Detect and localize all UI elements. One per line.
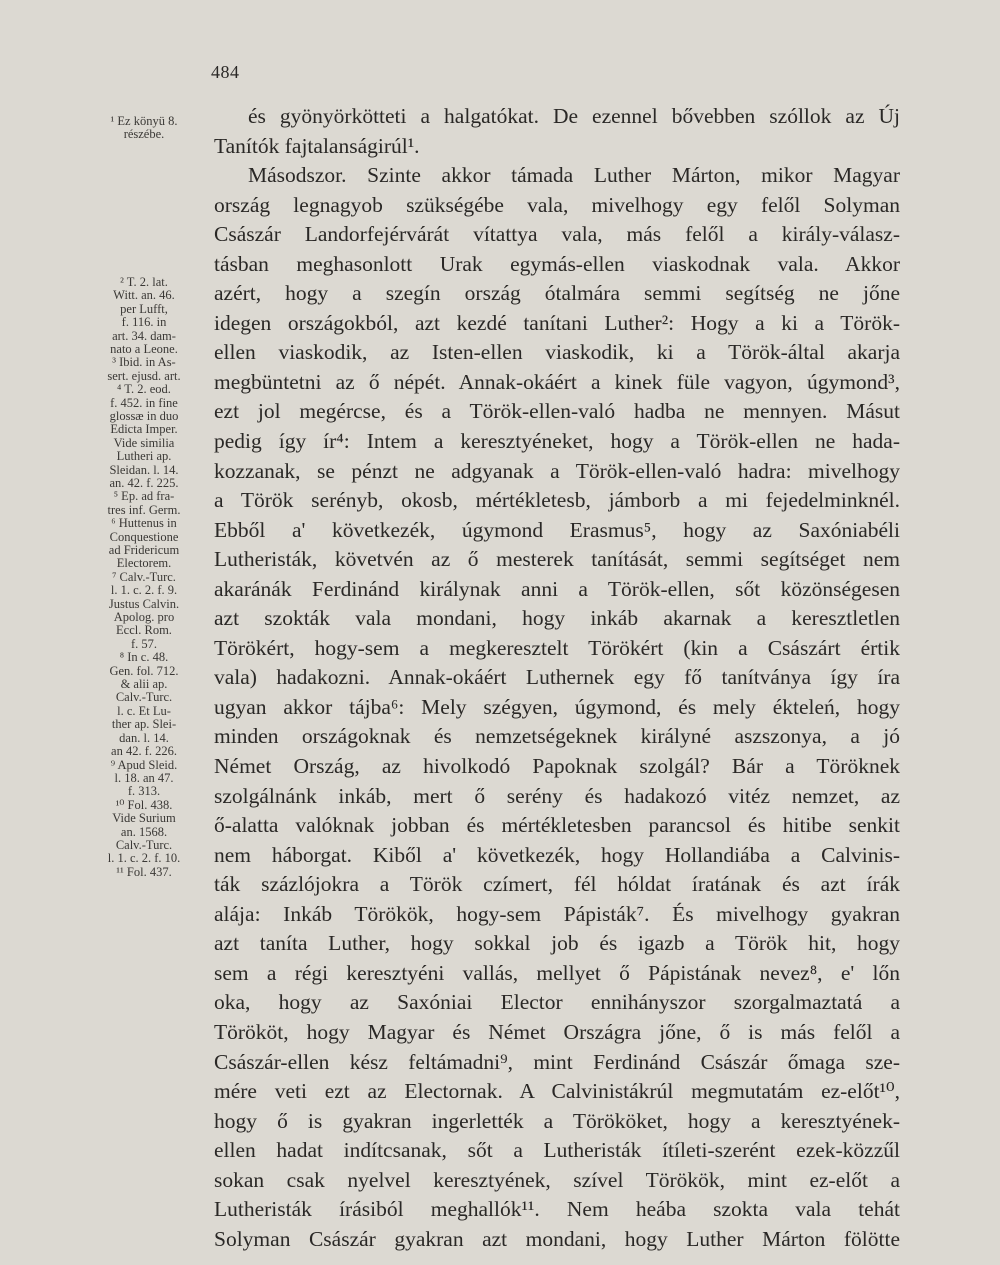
- margin-notes: [78, 115, 210, 879]
- margin-note-line: [78, 169, 210, 182]
- text-line: Törökért, hogy-sem a megkeresztelt Törökért (kin a Császárt értik: [214, 635, 900, 660]
- margin-note-line: l. 1. c. 2. f. 9.: [110, 583, 178, 598]
- text-line: azt taníta Luther, hogy sokkal job és igazb a Török hit, hogy: [214, 931, 900, 956]
- text-line: idegen országokból, azt kezdé tanítani Luther²: Hogy a ki a Török-: [214, 310, 900, 335]
- text-line: azt szokták vala mondani, hogy inkáb akarnak a keresztletlen: [214, 606, 900, 631]
- text-line: Német Ország, az hivolkodó Papoknak szolgál? Bár a Töröknek: [214, 754, 900, 779]
- margin-note-line: an. 1568.: [120, 824, 168, 839]
- text-line: és gyönyörkötteti a halgatókat. De ezennel bővebben szóllok az Új: [248, 104, 900, 128]
- margin-note-line: Edicta Imper.: [110, 422, 178, 437]
- text-line: Lutheristák, követvén az ő mesterek tanítását, semmi segítséget nem: [214, 547, 900, 572]
- text-line: ellen viaskodik, az Isten-ellen viaskodik, ki a Török-által akarja: [214, 340, 900, 365]
- page-number: 484: [211, 62, 240, 82]
- margin-note-line: Apolog. pro: [113, 610, 175, 625]
- margin-note-line: [78, 249, 210, 262]
- margin-note-line: tres inf. Germ.: [107, 502, 181, 517]
- text-line: Ebből a' következék, úgymond Erasmus⁵, hogy az Saxóniabéli: [214, 517, 900, 542]
- margin-note-line: részébe.: [123, 127, 165, 142]
- margin-note-line: ⁶ Huttenus in: [111, 516, 177, 531]
- margin-note-line: Calv.-Turc.: [115, 690, 173, 705]
- margin-note-line: [78, 155, 210, 168]
- margin-note-line: Conquestione: [109, 529, 179, 544]
- margin-note-line: f. 452. in fine: [110, 395, 178, 410]
- margin-note-line: [78, 182, 210, 195]
- text-line: a Török serényb, okosb, mértékletesb, jámborb a mi fejedelminknél.: [214, 488, 900, 513]
- text-line: tásban meghasonlott Urak egymás-ellen viaskodnak vala. Akkor: [214, 251, 900, 276]
- margin-note-line: f. 57.: [130, 636, 158, 651]
- text-line: ugyan akkor tájba⁶: Mely szégyen, úgymond, és mely ékteleń, hogy: [214, 694, 900, 719]
- text-line: Lutheristák írásiból meghallók¹¹. Nem heába szokta vala tehát: [214, 1197, 900, 1222]
- margin-note-line: ⁴ T. 2. eod.: [117, 382, 171, 397]
- margin-note-line: Electorem.: [116, 556, 172, 571]
- text-line: alája: Inkáb Törökök, hogy-sem Pápisták⁷. És mivelhogy gyakran: [214, 901, 900, 926]
- margin-note-line: Vide similia: [113, 435, 175, 450]
- margin-note-line: l. c. Et Lu-: [117, 703, 171, 718]
- text-line: Császár Landorfejérvárát vítattya vala, más felől a király-válasz-: [214, 222, 900, 247]
- text-line: mére veti ezt az Electornak. A Calvinistákrúl megmutatám ez-előt¹⁰,: [214, 1079, 900, 1104]
- margin-note-line: l. 18. an 47.: [114, 770, 174, 785]
- margin-note-line: [78, 195, 210, 208]
- text-line: Törököt, hogy Magyar és Német Országra jőne, ő is más felől a: [214, 1019, 900, 1044]
- margin-note-line: ⁸ In c. 48.: [119, 650, 169, 665]
- text-line: oka, hogy az Saxóniai Elector ennihányszor szorgalmaztatá a: [214, 990, 900, 1015]
- margin-note-line: l. 1. c. 2. f. 10.: [107, 851, 181, 866]
- text-line: Császár-ellen kész feltámadni⁹, mint Ferdinánd Császár őmaga sze-: [214, 1049, 900, 1074]
- margin-note-line: sert. ejusd. art.: [107, 368, 181, 383]
- margin-note-line: ⁹ Apud Sleid.: [110, 757, 178, 772]
- text-line: megbüntetni az ő népét. Annak-okáért a kinek füle vagyon, úgymond³,: [214, 369, 900, 394]
- margin-note-line: dan. l. 14.: [119, 730, 169, 745]
- margin-note-line: art. 34. dam-: [112, 328, 176, 343]
- margin-note-line: nato a Leone.: [110, 341, 178, 356]
- margin-note-line: ad Fridericum: [108, 543, 180, 557]
- text-line: minden országoknak és nemzetségeknek királyné aszszonya, a jó: [214, 724, 900, 749]
- text-line: vala) hadakozni. Annak-okáért Luthernek egy fő tanítványa így íra: [214, 665, 900, 690]
- text-line: ő-alatta valóknak jobban és mértékletesben parancsol és hitibe senkit: [214, 813, 900, 838]
- margin-note-line: & alii ap.: [120, 677, 168, 692]
- margin-note-line: ³ Ibid. in As-: [112, 355, 176, 370]
- text-line: sokan csak nyelvel keresztyének, szível Törökök, mint ez-előt a: [214, 1167, 900, 1192]
- text-line: azért, hogy a szegín ország ótalmára semmi segítség ne jőne: [214, 281, 900, 306]
- margin-note-line: ² T. 2. lat.: [120, 274, 168, 289]
- text-line: akaránák Ferdinánd királynak anni a Török-ellen, sőt közönségesen: [214, 576, 900, 601]
- text-line: ták százlójokra a Török czímert, fél hóldat íratának és azt írák: [214, 872, 900, 897]
- margin-note-line: [78, 236, 210, 249]
- text-line: hogy ő is gyakran ingerlették a Törököket, hogy a keresztyének-: [214, 1108, 900, 1133]
- text-line: kozzanak, se pénzt ne adgyanak a Török-ellen-való hadra: mivelhogy: [214, 458, 900, 483]
- margin-note-line: an 42. f. 226.: [111, 744, 177, 759]
- margin-note-line: [78, 209, 210, 222]
- margin-note-line: an. 42. f. 225.: [109, 475, 179, 490]
- margin-note-line: f. 116. in: [121, 315, 167, 330]
- text-line: Solyman Császár gyakran azt mondani, hogy Luther Márton fölötte: [214, 1226, 900, 1251]
- text-line: Másodszor. Szinte akkor támada Luther Márton, mikor Magyar: [248, 163, 900, 188]
- margin-note-line: Witt. an. 46.: [113, 288, 175, 303]
- margin-note-line: [78, 142, 210, 155]
- margin-note-line: Vide Surium: [112, 811, 176, 826]
- text-line: pedig így ír⁴: Intem a keresztyéneket, hogy a Török-ellen ne hada-: [214, 429, 900, 454]
- margin-note-line: ¹⁰ Fol. 438.: [115, 797, 173, 812]
- margin-note-line: Eccl. Rom.: [116, 623, 172, 638]
- text-line: szolgálnánk inkáb, mert ő serény és hadakozó vitéz nemzet, az: [214, 783, 900, 808]
- margin-note-line: glossæ in duo: [109, 408, 179, 423]
- margin-note-line: ⁷ Calv.-Turc.: [112, 569, 176, 584]
- body-text: [214, 102, 900, 1254]
- text-line: sem a régi keresztyéni vallás, mellyet ő Pápistának nevez⁸, e' lőn: [214, 960, 900, 985]
- margin-note-line: per Lufft,: [120, 301, 168, 316]
- margin-note-line: Sleidan. l. 14.: [109, 462, 179, 477]
- text-line: nem háborgat. Kiből a' következék, hogy Hollandiába a Calvinis-: [214, 842, 900, 867]
- text-line: ellen hadat indítcsanak, sőt a Lutheristák ítíleti-szerént ezek-közzűl: [214, 1138, 900, 1163]
- margin-note-line: Justus Calvin.: [108, 596, 180, 611]
- margin-note-line: Gen. fol. 712.: [109, 663, 179, 678]
- margin-note-line: Calv.-Turc.: [115, 837, 173, 852]
- margin-note-line: ther ap. Slei-: [111, 717, 177, 732]
- margin-note-line: [78, 262, 210, 275]
- margin-note-line: f. 313.: [127, 784, 161, 799]
- margin-note-line: Lutheri ap.: [116, 449, 172, 464]
- margin-note-line: ¹¹ Fol. 437.: [116, 864, 172, 879]
- text-line: Tanítók fajtalanságirúl¹.: [214, 133, 420, 158]
- text-line: ország legnagyob szükségébe vala, mivelhogy egy felől Solyman: [214, 192, 900, 217]
- margin-note-line: [78, 222, 210, 235]
- margin-note-line: ⁵ Ep. ad fra-: [113, 489, 175, 504]
- text-line: ezt jol megércse, és a Török-ellen-való hadba ne mennyen. Másut: [214, 399, 900, 424]
- margin-note-line: ¹ Ez könyü 8.: [110, 114, 178, 128]
